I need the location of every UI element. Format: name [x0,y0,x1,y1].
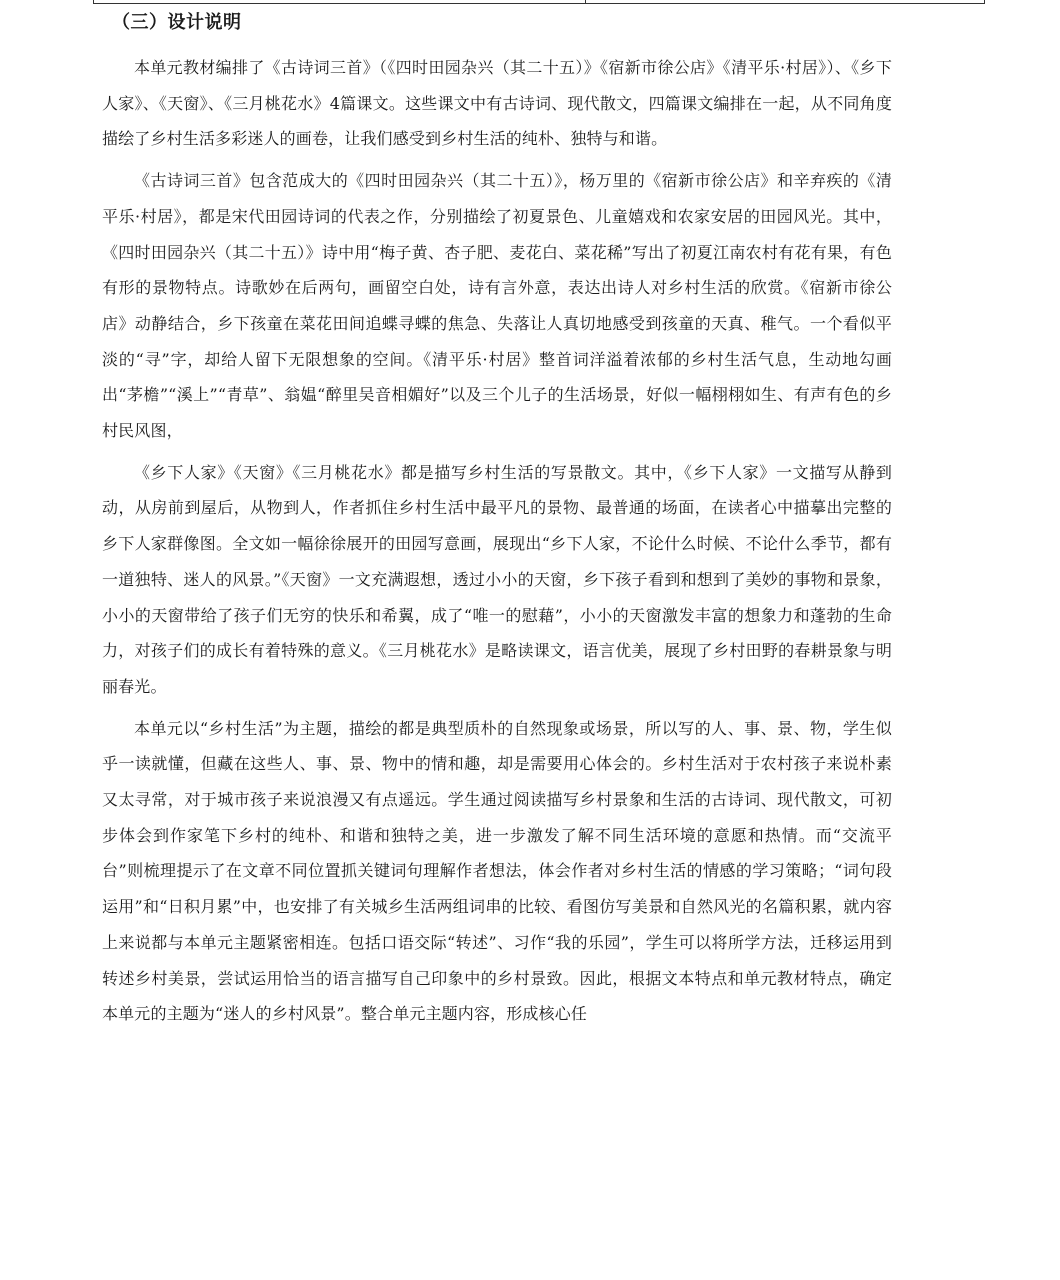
table-border-top [93,0,985,4]
paragraph-prose-texts: 《乡下人家》《天窗》《三月桃花水》都是描写乡村生活的写景散文。其中，《乡下人家》一文描写从静到动，从房前到屋后，从物到人，作者抓住乡村生活中最平凡的景物、最普通的场面，在读者心中描摹出完整的乡下人家群像图。全文如一幅徐徐展开的田园写意画，展现出“乡下人家，不论什么时候、不论什么季节，都有一道独特、迷人的风景。”《天窗》一文充满遐想，透过小小的天窗，乡下孩子看到和想到了美妙的事物和景象，小小的天窗带给了孩子们无穷的快乐和希翼，成了“唯一的慰藉”，小小的天窗激发丰富的想象力和蓬勃的生命力，对孩子们的成长有着特殊的意义。《三月桃花水》是略读课文，语言优美，展现了乡村田野的春耕景象与明丽春光。 [102,462,892,696]
section-heading: （三）设计说明 [112,12,242,33]
table-border-right-stub [984,0,985,4]
paragraph-unit-theme: 本单元以“乡村生活”为主题，描绘的都是典型质朴的自然现象或场景，所以写的人、事、景、物，学生似乎一读就懂，但藏在这些人、事、景、物中的情和趣，却是需要用心体会的。乡村生活对于农村孩子来说朴素又太寻常，对于城市孩子来说浪漫又有点遥远。学生通过阅读描写乡村景象和生活的古诗词、现代散文，可初步体会到作家笔下乡村的纯朴、和谐和独特之美，进一步激发了解不同生活环境的意愿和热情。而“交流平台”则梳理提示了在文章不同位置抓关键词句理解作者想法，体会作者对乡村生活的情感的学习策略；“词句段运用”和“日积月累”中，也安排了有关城乡生活两组词串的比较、看图仿写美景和自然风光的名篇积累，就内容上来说都与本单元主题紧密相连。包括口语交际“转述”、习作“我的乐园”，学生可以将所学方法，迁移运用到转述乡村美景，尝试运用恰当的语言描写自己印象中的乡村景致。因此，根据文本特点和单元教材特点，确定本单元的主题为“迷人的乡村风景”。整合单元主题内容，形成核心任 [102,718,892,1024]
table-border-left-stub [93,0,94,4]
paragraph-ancient-poems: 《古诗词三首》包含范成大的《四时田园杂兴（其二十五）》，杨万里的《宿新市徐公店》和辛弃疾的《清平乐·村居》，都是宋代田园诗词的代表之作，分别描绘了初夏景色、儿童嬉戏和农家安居的田园风光。其中，《四时田园杂兴（其二十五）》诗中用“梅子黄、杏子肥、麦花白、菜花稀”写出了初夏江南农村有花有果，有色有形的景物特点。诗歌妙在后两句，画留空白处，诗有言外意，表达出诗人对乡村生活的欣赏。《宿新市徐公店》动静结合，乡下孩童在菜花田间追蝶寻蝶的焦急、失落让人真切地感受到孩童的天真、稚气。一个看似平淡的“寻”字，却给人留下无限想象的空间。《清平乐·村居》整首词洋溢着浓郁的乡村生活气息，生动地勾画出“茅檐”“溪上”“青草”、翁媪“醉里吴音相媚好”以及三个儿子的生活场景，好似一幅栩栩如生、有声有色的乡村民风图， [102,171,892,441]
body-text [102,50,892,1032]
paragraph-unit-overview: 本单元教材编排了《古诗词三首》（《四时田园杂兴（其二十五）》《宿新市徐公店》《清平乐·村居》）、《乡下人家》、《天窗》、《三月桃花水》4篇课文。这些课文中有古诗词、现代散文，四篇课文编排在一起，从不同角度描绘了乡村生活多彩迷人的画卷，让我们感受到乡村生活的纯朴、独特与和谐。 [102,58,892,149]
table-border-mid-stub [585,0,586,4]
